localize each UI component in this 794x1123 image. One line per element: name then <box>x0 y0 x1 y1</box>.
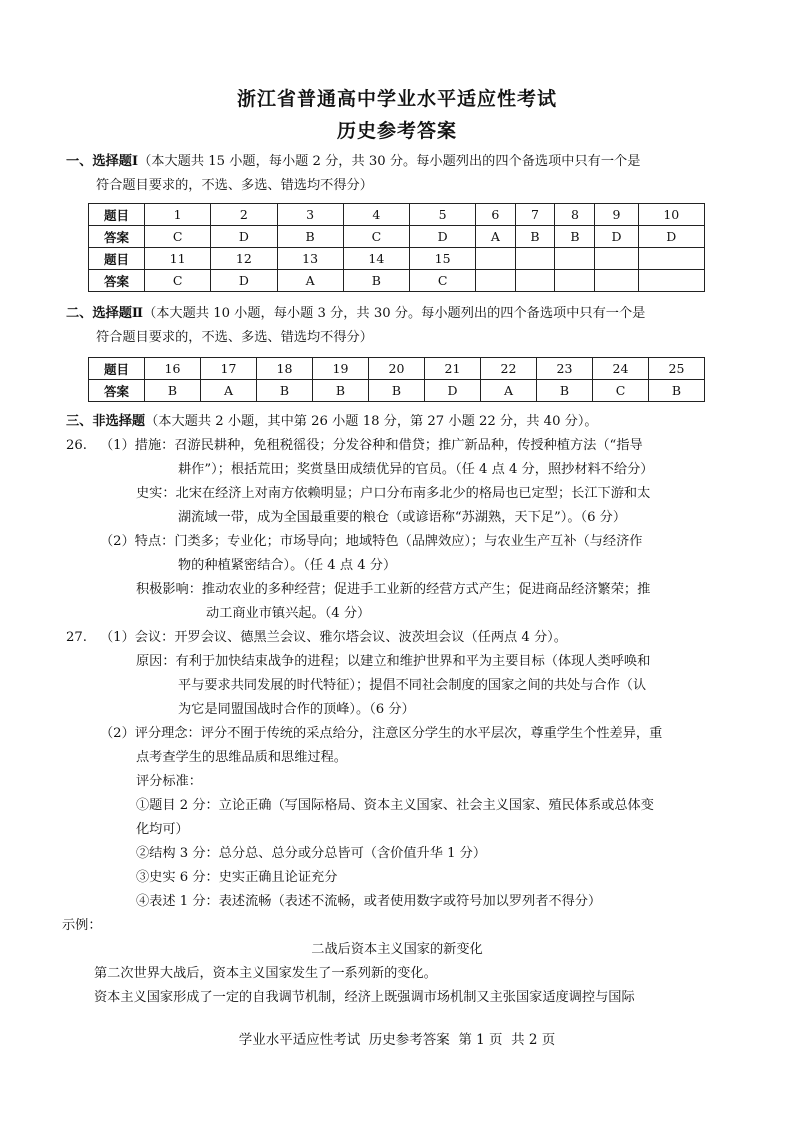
q27-criterion-1-line1: ①题目 2 分：立论正确（写国际格局、资本主义国家、社会主义国家、殖民体系或总体变 <box>136 798 654 813</box>
q26-p1-line2: 耕作”）；根括荒田；奖赏垦田成绩优异的官员。（任 4 点 4 分，照抄材料不给分） <box>178 462 654 477</box>
table-row <box>89 204 705 226</box>
section1-heading: 一、选择题Ⅰ <box>66 154 139 169</box>
cell <box>555 270 595 292</box>
section3-heading-line <box>66 410 598 434</box>
q26-number: 26. <box>66 438 87 453</box>
cell: 1 <box>145 204 211 226</box>
section2-desc-2: 符合题目要求的，不选、多选、错选均不得分） <box>96 330 373 345</box>
cell: 13 <box>277 248 343 270</box>
section1-desc-2: 符合题目要求的，不选、多选、错选均不得分） <box>96 178 373 193</box>
table-row <box>89 358 705 380</box>
cell: D <box>595 226 638 248</box>
cell: A <box>481 380 537 402</box>
cell <box>555 248 595 270</box>
cell: C <box>145 270 211 292</box>
cell: 9 <box>595 204 638 226</box>
cell: 8 <box>555 204 595 226</box>
answer-table-1 <box>88 203 705 292</box>
page-footer: 学业水平适应性考试 历史参考答案 第 1 页 共 2 页 <box>238 1032 556 1048</box>
cell: 25 <box>649 358 705 380</box>
page-title: 浙江省普通高中学业水平适应性考试 <box>236 88 557 110</box>
q26-p1-line4: 湖流域一带，成为全国最重要的粮仓（或谚语称“苏湖熟，天下足”）。（6 分） <box>178 510 627 525</box>
cell: 15 <box>410 248 476 270</box>
cell <box>638 248 704 270</box>
cell: 23 <box>537 358 593 380</box>
row-label: 答案 <box>89 226 145 248</box>
q27-p1-line3: 平与要求共同发展的时代特征）；提倡不同社会制度的国家之间的共处与合作（认 <box>178 678 647 693</box>
cell: 14 <box>343 248 409 270</box>
cell: C <box>593 380 649 402</box>
cell: B <box>515 226 555 248</box>
cell: 18 <box>257 358 313 380</box>
row-label: 题目 <box>89 248 145 270</box>
cell: D <box>638 226 704 248</box>
cell: 20 <box>369 358 425 380</box>
q26-p1-line1: （1）措施：召游民耕种，免租税徭役；分发谷种和借贷；推广新品种，传授种植方法（“指导 <box>100 438 643 453</box>
section2-heading-line <box>66 302 645 326</box>
q27-criterion-3: ③史实 6 分：史实正确且论证充分 <box>136 870 338 885</box>
cell <box>515 248 555 270</box>
cell <box>515 270 555 292</box>
cell: D <box>410 226 476 248</box>
q26-p1-line3: 史实：北宋在经济上对南方依赖明显；户口分布南多北少的格局也已定型；长江下游和太 <box>136 486 651 501</box>
cell <box>476 270 515 292</box>
cell: B <box>145 380 201 402</box>
cell <box>595 248 638 270</box>
cell: B <box>277 226 343 248</box>
cell <box>476 248 515 270</box>
q27-criteria-label: 评分标准： <box>136 774 202 789</box>
cell: B <box>257 380 313 402</box>
cell: 2 <box>211 204 277 226</box>
table-row <box>89 248 705 270</box>
cell: 4 <box>343 204 409 226</box>
section3-desc: （本大题共 2 小题，其中第 26 小题 18 分，第 27 小题 22 分，共 40 分）。 <box>145 414 598 429</box>
section1-heading-line <box>66 150 640 174</box>
example-line1: 第二次世界大战后，资本主义国家发生了一系列新的变化。 <box>94 966 437 981</box>
q27-p1-line1: （1）会议：开罗会议、德黑兰会议、雅尔塔会议、波茨坦会议（任两点 4 分）。 <box>100 630 567 645</box>
section2-heading: 二、选择题Ⅱ <box>66 306 144 321</box>
cell: 19 <box>313 358 369 380</box>
cell: B <box>313 380 369 402</box>
q27-p1-line4: 为它是同盟国战时合作的顶峰）。（6 分） <box>178 702 415 717</box>
cell <box>638 270 704 292</box>
cell <box>595 270 638 292</box>
cell: 12 <box>211 248 277 270</box>
cell: C <box>343 226 409 248</box>
table-row <box>89 380 705 402</box>
answer-table-2 <box>88 357 705 402</box>
q27-number: 27. <box>66 630 87 645</box>
row-label: 题目 <box>89 204 145 226</box>
q27-criterion-4: ④表述 1 分：表述流畅（表述不流畅，或者使用数字或符号加以罗列者不得分） <box>136 894 602 909</box>
cell: D <box>211 270 277 292</box>
cell: 3 <box>277 204 343 226</box>
cell: B <box>649 380 705 402</box>
cell: 10 <box>638 204 704 226</box>
example-label: 示例： <box>62 918 102 933</box>
cell: C <box>145 226 211 248</box>
example-line2: 资本主义国家形成了一定的自我调节机制，经济上既强调市场机制又主张国家适度调控与国际 <box>94 990 635 1005</box>
q27-p1-line2: 原因：有利于加快结束战争的进程；以建立和维护世界和平为主要目标（体现人类呼唤和 <box>136 654 651 669</box>
q26-p2-line3: 积极影响：推动农业的多种经营；促进手工业新的经营方式产生；促进商品经济繁荣；推 <box>136 582 651 597</box>
q27-criterion-2: ②结构 3 分：总分总、总分或分总皆可（含价值升华 1 分） <box>136 846 487 861</box>
table-row <box>89 270 705 292</box>
section2-desc-1: （本大题共 10 小题，每小题 3 分，共 30 分。每小题列出的四个备选项中只有一个是 <box>143 306 646 321</box>
cell: A <box>277 270 343 292</box>
cell: 22 <box>481 358 537 380</box>
q26-p2-line4: 动工商业市镇兴起。（4 分） <box>206 606 371 621</box>
cell: B <box>369 380 425 402</box>
q26-p2-line1: （2）特点：门类多；专业化；市场导向；地域特色（品牌效应）；与农业生产互补（与经济作 <box>100 534 643 549</box>
cell: B <box>555 226 595 248</box>
cell: 17 <box>201 358 257 380</box>
q27-p2-line2: 点考查学生的思维品质和思维过程。 <box>136 750 347 765</box>
cell: B <box>537 380 593 402</box>
cell: B <box>343 270 409 292</box>
table-row <box>89 226 705 248</box>
row-label: 答案 <box>89 270 145 292</box>
cell: C <box>410 270 476 292</box>
section3-heading: 三、非选择题 <box>66 414 146 429</box>
cell: 5 <box>410 204 476 226</box>
cell: 7 <box>515 204 555 226</box>
section1-desc-1: （本大题共 15 小题，每小题 2 分，共 30 分。每小题列出的四个备选项中只有一个是 <box>138 154 641 169</box>
cell: 16 <box>145 358 201 380</box>
cell: A <box>201 380 257 402</box>
cell: A <box>476 226 515 248</box>
q27-criterion-1-line2: 化均可） <box>136 822 189 837</box>
cell: 24 <box>593 358 649 380</box>
cell: D <box>211 226 277 248</box>
cell: D <box>425 380 481 402</box>
cell: 6 <box>476 204 515 226</box>
row-label: 题目 <box>89 358 145 380</box>
example-title: 二战后资本主义国家的新变化 <box>311 942 483 957</box>
cell: 11 <box>145 248 211 270</box>
row-label: 答案 <box>89 380 145 402</box>
cell: 21 <box>425 358 481 380</box>
q26-p2-line2: 物的种植紧密结合）。（任 4 点 4 分） <box>178 558 397 573</box>
q27-p2-line1: （2）评分理念：评分不囿于传统的采点给分，注意区分学生的水平层次，尊重学生个性差异，重 <box>100 726 663 741</box>
page-subtitle: 历史参考答案 <box>336 120 457 142</box>
